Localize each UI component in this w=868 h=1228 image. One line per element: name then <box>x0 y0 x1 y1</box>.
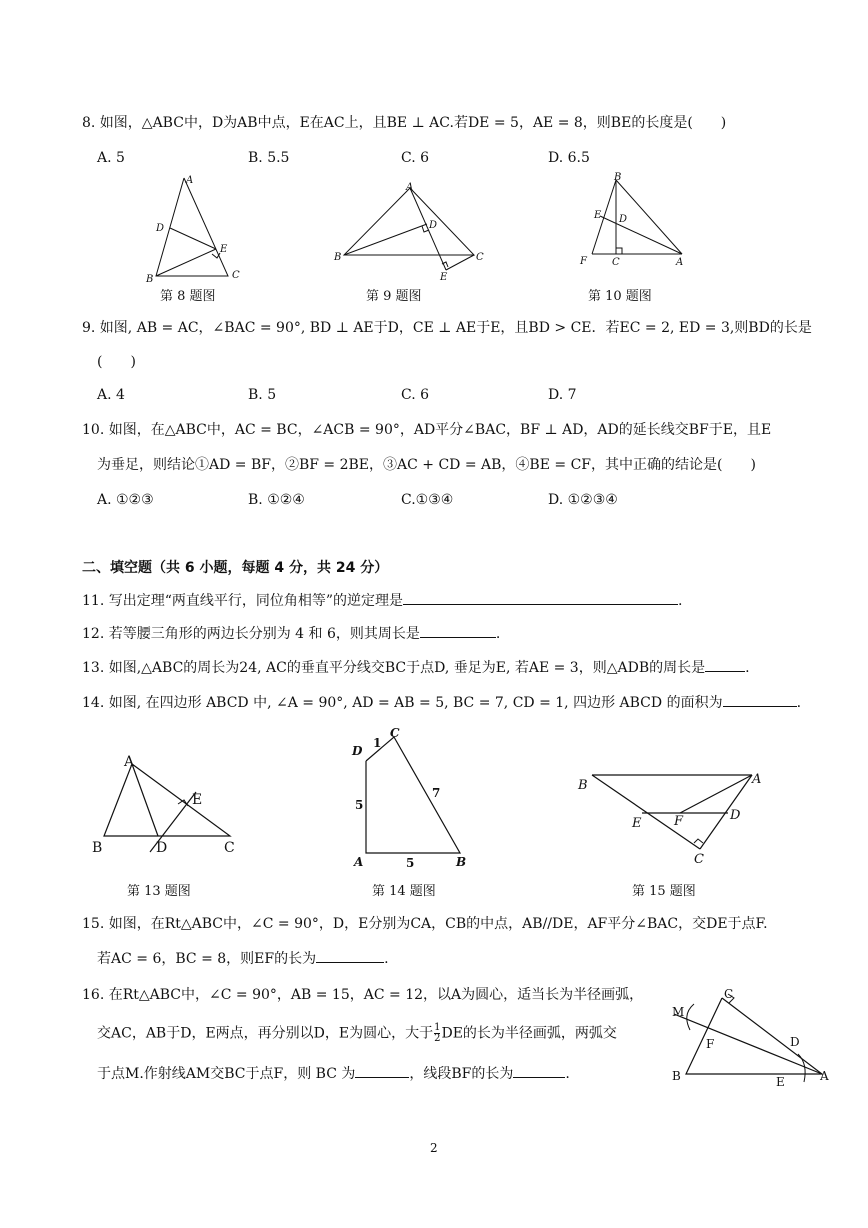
fig14-side-bc: 7 <box>432 786 441 800</box>
fig15-label-b: B <box>578 778 588 793</box>
fig9-label-e: E <box>440 272 448 283</box>
q15-line2 <box>97 948 389 969</box>
fig16-label-m: M <box>672 1005 685 1019</box>
fig15-label-a: A <box>752 772 762 787</box>
fig14-label-c: C <box>390 726 400 740</box>
fig13-label-a: A <box>124 754 135 770</box>
caption-9: 第 9 题图 <box>366 289 422 304</box>
q12-answer-blank[interactable] <box>420 623 496 638</box>
fig14-label-a: A <box>354 855 364 869</box>
figure-10 <box>578 172 698 272</box>
figure-8 <box>140 172 250 284</box>
fig16-label-f: F <box>706 1037 715 1051</box>
q15-text: 若AC = 6，BC = 8，则EF的长为 <box>97 951 317 967</box>
q11-text: 11. 写出定理“两直线平行，同位角相等”的逆定理是 <box>82 593 404 609</box>
fig10-label-c: C <box>612 257 620 268</box>
fig14-side-1: 1 <box>373 736 382 750</box>
fig8-label-a: A <box>186 175 194 186</box>
q15-answer-blank[interactable] <box>316 948 384 963</box>
fig16-label-b: B <box>672 1069 681 1083</box>
q14-text: 14. 如图, 在四边形 ABCD 中, ∠A = 90°, AD = AB = 5, BC = 7, CD = 1, 四边形 ABCD 的面积为 <box>82 695 723 711</box>
caption-15: 第 15 题图 <box>632 884 696 899</box>
fig16-label-e: E <box>776 1075 785 1089</box>
q14-answer-blank[interactable] <box>723 692 797 707</box>
fig8-label-d: D <box>156 223 165 234</box>
q16-line3b: ，线段BF的长为 <box>409 1066 514 1082</box>
fig16-label-a: A <box>820 1069 829 1083</box>
q10-option-b: B. ①②④ <box>248 492 305 508</box>
fig13-label-c: C <box>224 840 235 856</box>
caption-8: 第 8 题图 <box>160 289 216 304</box>
figure-16 <box>664 986 834 1089</box>
q16-line2b: DE的长为半径画弧，两弧交 <box>441 1025 617 1042</box>
fig16-label-c: C <box>724 987 734 1001</box>
caption-13: 第 13 题图 <box>127 884 191 899</box>
figure-14 <box>348 725 478 875</box>
q10-option-c: C.①③④ <box>401 492 454 508</box>
q13 <box>82 657 750 678</box>
q8-option-b: B. 5.5 <box>248 150 290 166</box>
q12-end: . <box>495 626 501 642</box>
q16-bf-blank[interactable] <box>513 1063 565 1078</box>
fig14-side-ab: 5 <box>406 856 415 870</box>
q12 <box>82 623 500 644</box>
q16-line3 <box>97 1063 570 1084</box>
q10-stem-2: 为垂足，则结论①AD = BF，②BF = 2BE，③AC + CD = AB，④BE = CF，其中正确的结论是( ) <box>97 457 756 473</box>
q9-option-a: A. 4 <box>97 387 125 403</box>
q16-line2 <box>97 1023 617 1044</box>
q16-line2a: 交AC，AB于D，E两点，再分别以D，E为圆心，大于 <box>97 1025 434 1042</box>
q9-option-d: D. 7 <box>548 387 577 403</box>
q9-option-b: B. 5 <box>248 387 277 403</box>
fig9-label-b: B <box>334 252 342 263</box>
q10-stem: 10. 如图，在△ABC中，AC = BC，∠ACB = 90°，AD平分∠BAC，BF ⊥ AD，AD的延长线交BF于E，且E <box>82 422 772 438</box>
q16-bc-blank[interactable] <box>355 1063 409 1078</box>
fig15-label-d: D <box>730 808 741 823</box>
fig15-label-e: E <box>632 816 642 831</box>
caption-10: 第 10 题图 <box>588 289 652 304</box>
fig8-label-b: B <box>146 274 154 285</box>
q16-line3a: 于点M.作射线AM交BC于点F，则 BC 为 <box>97 1066 356 1082</box>
fig8-label-e: E <box>220 244 228 255</box>
q11 <box>82 590 682 611</box>
fig9-label-a: A <box>406 182 414 193</box>
fig16-label-d: D <box>790 1035 800 1049</box>
q13-end: . <box>745 660 750 676</box>
q8-stem: 8. 如图，△ABC中，D为AB中点，E在AC上，且BE ⊥ AC.若DE = 5，AE = 8，则BE的长度是( ) <box>82 115 727 131</box>
fig13-label-b: B <box>92 840 103 856</box>
q16-fraction <box>434 1023 440 1044</box>
fig15-label-c: C <box>694 852 704 867</box>
q16-end: . <box>565 1066 570 1082</box>
fig8-label-c: C <box>232 270 240 281</box>
q8-option-c: C. 6 <box>401 150 430 166</box>
q16-frac-num: 1 <box>434 1022 441 1033</box>
q9-stem: 9. 如图, AB = AC，∠BAC = 90°, BD ⊥ AE于D，CE ⊥ AE于E，且BD > CE．若EC = 2, ED = 3,则BD的长是 <box>82 320 812 336</box>
figure-9 <box>330 180 490 283</box>
section-2-heading: 二、填空题（共 6 小题，每题 4 分，共 24 分） <box>82 560 389 576</box>
q16-frac-den: 2 <box>434 1033 441 1044</box>
q15-end: . <box>384 951 389 967</box>
q13-text: 13. 如图,△ABC的周长为24, AC的垂直平分线交BC于点D, 垂足为E, 若AE = 3，则△ADB的周长是 <box>82 660 706 676</box>
q15-line1: 15. 如图，在Rt△ABC中，∠C = 90°，D，E分别为CA，CB的中点，AB//DE，AF平分∠BAC，交DE于点F. <box>82 916 768 932</box>
q11-answer-blank[interactable] <box>403 590 678 605</box>
q9-option-c: C. 6 <box>401 387 430 403</box>
q14-end: . <box>796 695 802 711</box>
fig13-label-d: D <box>156 840 168 856</box>
fig14-side-ad: 5 <box>355 798 364 812</box>
figure-13 <box>88 752 248 862</box>
fig13-label-e: E <box>192 792 203 808</box>
fig15-label-f: F <box>674 814 684 829</box>
q8-option-a: A. 5 <box>97 150 125 166</box>
fig14-label-b: B <box>456 855 467 869</box>
q8-option-d: D. 6.5 <box>548 150 590 166</box>
fig10-label-b: B <box>614 172 622 183</box>
q16-line1: 16. 在Rt△ABC中，∠C = 90°，AB = 15，AC = 12，以A为圆心，适当长为半径画弧， <box>82 987 644 1003</box>
fig10-label-e: E <box>594 210 602 221</box>
page-number: 2 <box>430 1141 438 1155</box>
caption-14: 第 14 题图 <box>372 884 436 899</box>
q14 <box>82 692 801 713</box>
figure-15 <box>572 765 772 875</box>
q13-answer-blank[interactable] <box>705 657 745 672</box>
q11-end: . <box>678 593 683 609</box>
fig14-label-d: D <box>352 744 363 758</box>
q10-option-a: A. ①②③ <box>97 492 154 508</box>
q12-text: 12. 若等腰三角形的两边长分别为 4 和 6，则其周长是 <box>82 626 420 642</box>
fig10-label-a: A <box>676 257 684 268</box>
q9-stem-paren: ( ) <box>97 354 136 370</box>
fig10-label-d: D <box>619 214 628 225</box>
fig9-label-d: D <box>429 220 438 231</box>
fig10-label-f: F <box>580 256 587 267</box>
fig9-label-c: C <box>476 252 484 263</box>
q10-option-d: D. ①②③④ <box>548 492 618 508</box>
